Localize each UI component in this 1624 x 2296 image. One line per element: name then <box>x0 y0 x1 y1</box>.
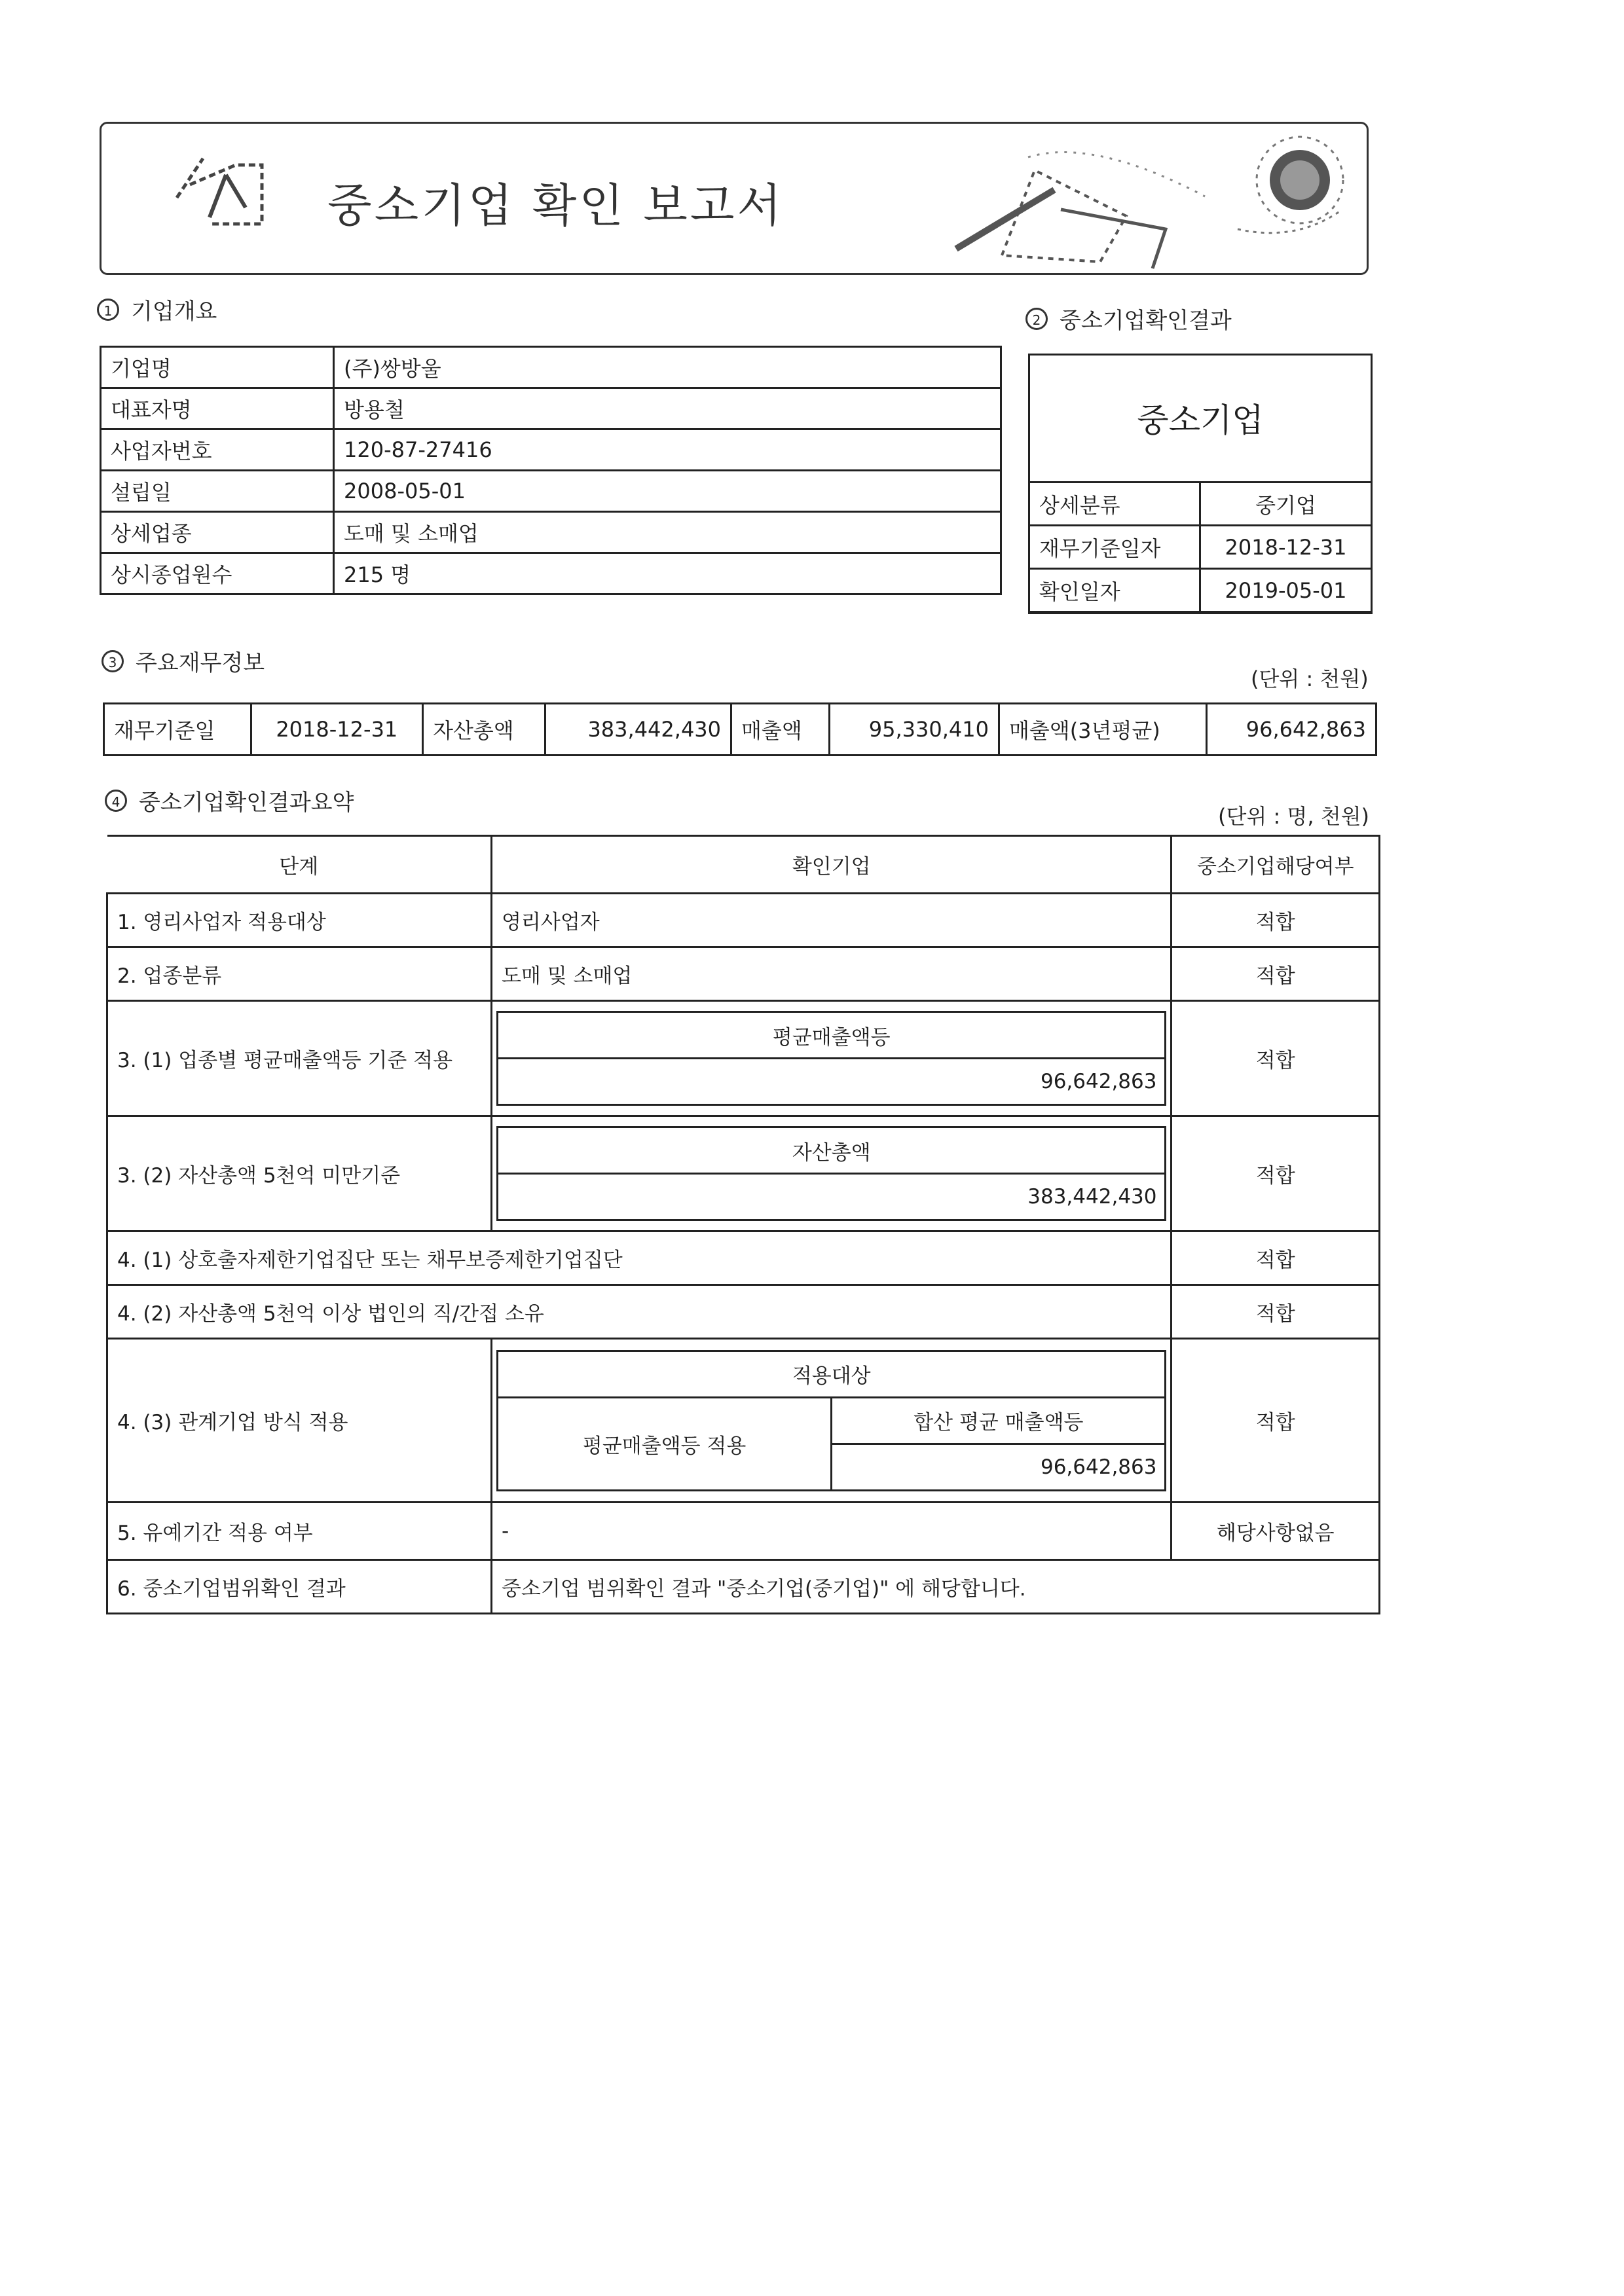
table-row <box>101 347 1001 388</box>
stage-cell: 4. (2) 자산총액 5천억 이상 법인의 직/간접 소유 <box>107 1285 1172 1339</box>
inner-top: 적용대상 <box>497 1351 1166 1397</box>
overview-label: 사업자번호 <box>101 429 334 471</box>
table-row <box>107 1560 1380 1614</box>
overview-label: 설립일 <box>101 471 334 512</box>
value-cell: 영리사업자 <box>491 894 1172 947</box>
section-heading-finance: 3 주요재무정보 <box>101 645 265 677</box>
section-heading-summary: 4 중소기업확인결과요약 <box>105 784 354 816</box>
inner-value: 96,642,863 <box>497 1059 1166 1105</box>
table-row <box>104 704 1376 756</box>
section-number-icon: 1 <box>97 299 119 321</box>
inner-left: 평균매출액등 적용 <box>497 1397 831 1490</box>
result-value: 2018-12-31 <box>1200 526 1372 569</box>
value-cell <box>491 1116 1172 1231</box>
overview-value: 2008-05-01 <box>334 471 1001 512</box>
value-cell <box>491 1001 1172 1116</box>
stage-cell: 4. (1) 상호출자제한기업집단 또는 채무보증제한기업집단 <box>107 1231 1172 1285</box>
table-row <box>107 1001 1380 1116</box>
finance-assets: 383,442,430 <box>545 704 731 756</box>
table-row <box>107 947 1380 1001</box>
overview-label: 기업명 <box>101 347 334 388</box>
finance-sales-label: 매출액 <box>731 704 830 756</box>
table-row <box>101 553 1001 594</box>
inner-right-value: 96,642,863 <box>832 1444 1166 1490</box>
table-row <box>107 894 1380 947</box>
finance-table <box>103 702 1377 756</box>
table-header-row <box>107 836 1380 894</box>
fit-cell: 적합 <box>1172 1116 1380 1231</box>
table-row <box>101 388 1001 429</box>
table-row <box>107 1116 1380 1231</box>
overview-value: 도매 및 소매업 <box>334 512 1001 553</box>
value-cell: 중소기업 범위확인 결과 "중소기업(중기업)" 에 해당합니다. <box>491 1560 1379 1614</box>
overview-label: 상시종업원수 <box>101 553 334 594</box>
section-number-icon: 2 <box>1025 308 1048 330</box>
inner-value: 383,442,430 <box>497 1174 1166 1220</box>
table-row <box>101 471 1001 512</box>
table-row <box>101 512 1001 553</box>
inner-table <box>496 1350 1167 1491</box>
inner-label: 자산총액 <box>497 1127 1166 1174</box>
fit-cell: 적합 <box>1172 1285 1380 1339</box>
result-value: 2019-05-01 <box>1200 569 1372 612</box>
overview-label: 상세업종 <box>101 512 334 553</box>
overview-table <box>100 346 1002 595</box>
value-cell: 도매 및 소매업 <box>491 947 1172 1001</box>
result-label: 재무기준일자 <box>1029 526 1200 569</box>
table-row <box>101 429 1001 471</box>
section-number-icon: 3 <box>101 650 124 672</box>
overview-value: 120-87-27416 <box>334 429 1001 471</box>
value-cell: - <box>491 1503 1172 1560</box>
stage-cell: 4. (3) 관계기업 방식 적용 <box>107 1339 492 1503</box>
table-row <box>107 1339 1380 1503</box>
finance-base-date: 2018-12-31 <box>251 704 423 756</box>
header-fit: 중소기업해당여부 <box>1172 836 1380 894</box>
finance-base-date-label: 재무기준일 <box>104 704 251 756</box>
section-heading-result: 2 중소기업확인결과 <box>1025 302 1232 335</box>
header-stage: 단계 <box>107 836 492 894</box>
result-label: 상세분류 <box>1029 483 1200 526</box>
document-title: 중소기업 확인 보고서 <box>327 179 784 232</box>
finance-sales: 95,330,410 <box>829 704 999 756</box>
header-company: 확인기업 <box>491 836 1172 894</box>
value-cell <box>491 1339 1172 1503</box>
overview-label: 대표자명 <box>101 388 334 429</box>
summary-unit: (단위 : 명, 천원) <box>1218 804 1369 829</box>
overview-value: 방용철 <box>334 388 1001 429</box>
summary-table <box>106 835 1380 1614</box>
finance-avg-sales-label: 매출액(3년평균) <box>999 704 1206 756</box>
finance-unit: (단위 : 천원) <box>1251 666 1369 691</box>
stage-cell: 3. (1) 업종별 평균매출액등 기준 적용 <box>107 1001 492 1116</box>
fit-cell: 해당사항없음 <box>1172 1503 1380 1560</box>
section-heading-overview: 1 기업개요 <box>97 293 217 325</box>
fit-cell: 적합 <box>1172 1339 1380 1503</box>
fit-cell: 적합 <box>1172 1001 1380 1116</box>
section-number-icon: 4 <box>105 790 127 812</box>
inner-table <box>496 1011 1167 1106</box>
result-value: 중기업 <box>1200 483 1372 526</box>
agency-logo <box>164 145 288 230</box>
result-table <box>1028 481 1373 613</box>
finance-avg-sales: 96,642,863 <box>1206 704 1376 756</box>
seal-stamp <box>930 131 1362 272</box>
stage-cell: 6. 중소기업범위확인 결과 <box>107 1560 492 1614</box>
table-row <box>1029 569 1372 612</box>
stage-cell: 2. 업종분류 <box>107 947 492 1001</box>
finance-assets-label: 자산총액 <box>423 704 545 756</box>
inner-table <box>496 1126 1167 1221</box>
overview-value: (주)쌍방울 <box>334 347 1001 388</box>
stage-cell: 5. 유예기간 적용 여부 <box>107 1503 492 1560</box>
stage-cell: 1. 영리사업자 적용대상 <box>107 894 492 947</box>
inner-label: 평균매출액등 <box>497 1012 1166 1059</box>
table-row <box>107 1285 1380 1339</box>
fit-cell: 적합 <box>1172 1231 1380 1285</box>
table-row <box>107 1231 1380 1285</box>
fit-cell: 적합 <box>1172 894 1380 947</box>
overview-value: 215 명 <box>334 553 1001 594</box>
table-row <box>1029 526 1372 569</box>
result-classification: 중소기업 <box>1137 401 1264 439</box>
table-row <box>1029 483 1372 526</box>
result-label: 확인일자 <box>1029 569 1200 612</box>
inner-right-label: 합산 평균 매출액등 <box>832 1397 1166 1444</box>
table-row <box>107 1503 1380 1560</box>
fit-cell: 적합 <box>1172 947 1380 1001</box>
stage-cell: 3. (2) 자산총액 5천억 미만기준 <box>107 1116 492 1231</box>
